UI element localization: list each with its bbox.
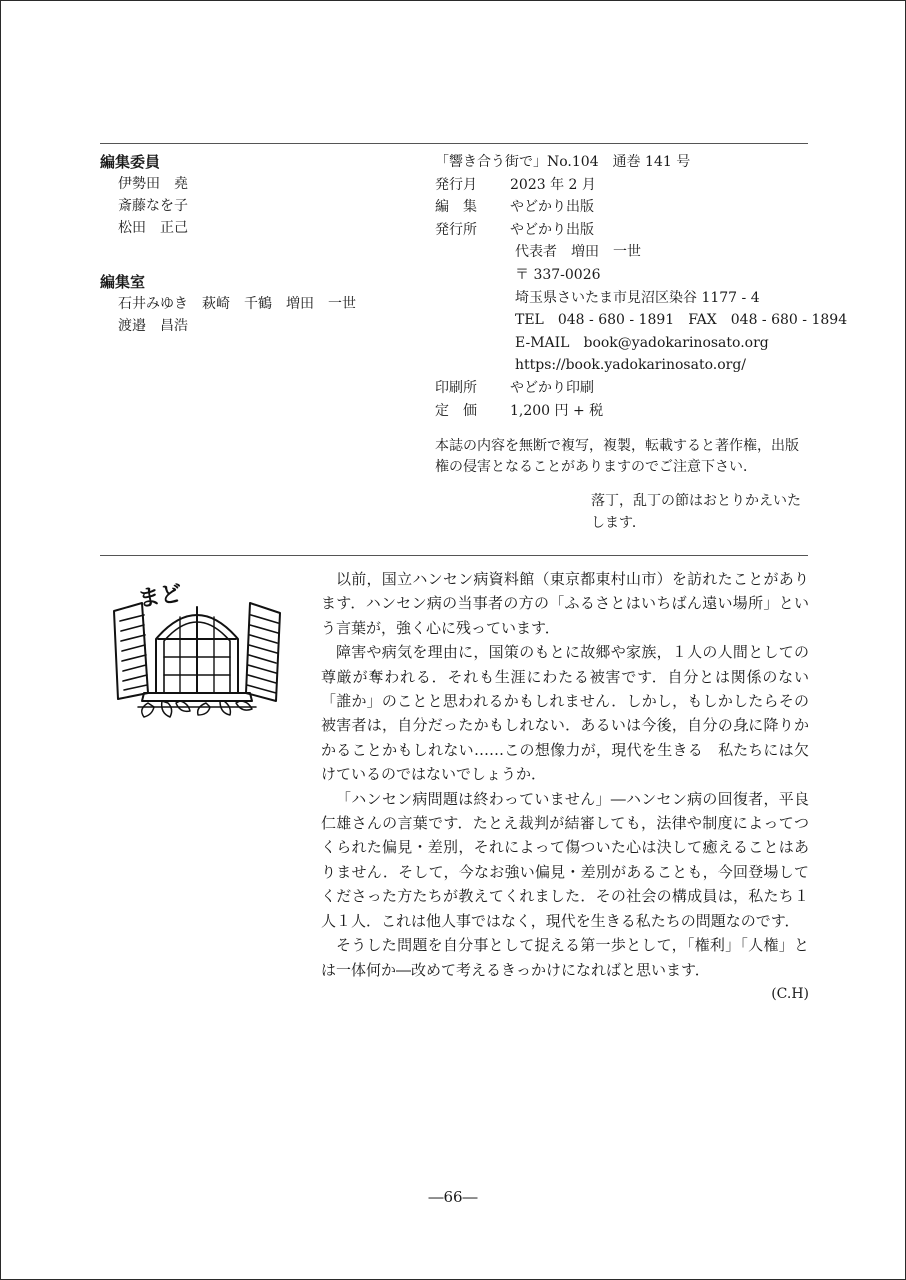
essay-paragraph: 「ハンセン病問題は終わっていません」―ハンセン病の回復者，平良仁雄さんの言葉です．たとえ裁判が結審しても，法律や制度によってつくられた偏見・差別，それによって傷ついた心は決して癒えることはありません．そして，今なお強い偏見・差別があることも，今回登場してくださった方たちが教えてくれました．その社会の構成員は，私たち１人１人．これは他人事ではなく，現代を生きる私たちの問題なのです． — [321, 789, 809, 930]
window-illustration — [108, 577, 286, 723]
tel-fax: TEL 048 - 680 - 1891 FAX 048 - 680 - 1894 — [515, 312, 848, 329]
address: 埼玉県さいたま市見沼区染谷 1177 - 4 — [515, 289, 760, 306]
top-divider — [100, 143, 808, 144]
svg-text:まど: まど — [136, 581, 184, 613]
editorial-office-title: 編集室 — [100, 273, 146, 291]
essay-paragraph: そうした問題を自分事として捉える第一歩として，「権利」「人権」とは一体何か―改めて考えるきっかけになればと思います． — [321, 936, 809, 979]
website-url: https://book.yadokarinosato.org/ — [515, 357, 746, 374]
editorial-essay — [321, 567, 809, 1006]
email: E-MAIL book@yadokarinosato.org — [515, 334, 769, 351]
editor-label: 編 集 — [435, 199, 477, 216]
essay-paragraph: 以前，国立ハンセン病資料館（東京都東村山市）を訪れたことがあります．ハンセン病の当事者の方の「ふるさとはいちばん遠い場所」という言葉が，強く心に残っています． — [321, 570, 809, 637]
magazine-title: 「響き合う街で」No.104 通巻 141 号 — [435, 154, 691, 170]
page-number: ―66― — [428, 1188, 478, 1206]
editorial-committee-title: 編集委員 — [100, 153, 161, 171]
publisher-row — [435, 219, 815, 242]
committee-member: 伊勢田 堯 — [118, 176, 188, 192]
committee-member: 松田 正己 — [118, 220, 188, 236]
office-member: 石井みゆき 萩崎 千鶴 増田 一世 — [118, 296, 356, 312]
misprint-notice: 落丁，乱丁の節はおとりかえいたします． — [591, 493, 801, 532]
emphasized-word: ・・・ 私たち — [703, 738, 763, 762]
editor-row — [435, 196, 815, 219]
essay-paragraph-text: 障害や病気を理由に，国策のもとに故郷や家族，１人の人間としての尊厳が奪われる．それも生涯にわたる被害です．自分とは関係のない「誰か」のことと思われるかもしれません．しかし，もしかしたらその被害者は，自分だったかもしれない．あるいは今後，自分の身に降りかかることかもしれない……この想像力が，現代を生きる — [321, 643, 809, 759]
publisher: やどかり出版 — [510, 221, 594, 238]
editor: やどかり出版 — [510, 199, 594, 216]
price-label: 定 価 — [435, 402, 477, 419]
editorial-info — [100, 151, 420, 337]
colophon — [435, 151, 848, 534]
printer: やどかり印刷 — [510, 379, 594, 396]
issue-date: 2023 年 2 月 — [510, 176, 596, 193]
copyright-notice: 本誌の内容を無断で複写，複製，転載すると著作権，出版権の侵害となることがありますのでご注意下さい． — [435, 438, 799, 476]
price: 1,200 円 + 税 — [510, 402, 604, 419]
office-member: 渡邉 昌浩 — [118, 318, 188, 334]
issue-date-label: 発行月 — [435, 176, 477, 193]
printer-row — [435, 377, 815, 400]
window-icon — [108, 577, 286, 723]
publisher-label: 発行所 — [435, 221, 477, 238]
price-row — [435, 400, 815, 423]
author-signature: (C.H) — [771, 985, 809, 1002]
middle-divider — [100, 555, 808, 556]
representative: 代表者 増田 一世 — [515, 244, 641, 261]
essay-paragraph-tail: には欠けているのではないでしょうか． — [321, 740, 809, 784]
printer-label: 印刷所 — [435, 379, 477, 396]
issue-date-row — [435, 174, 815, 197]
postal-code: 〒 337-0026 — [515, 266, 601, 283]
essay-paragraph — [321, 640, 809, 786]
committee-member: 斎藤なを子 — [118, 198, 188, 214]
